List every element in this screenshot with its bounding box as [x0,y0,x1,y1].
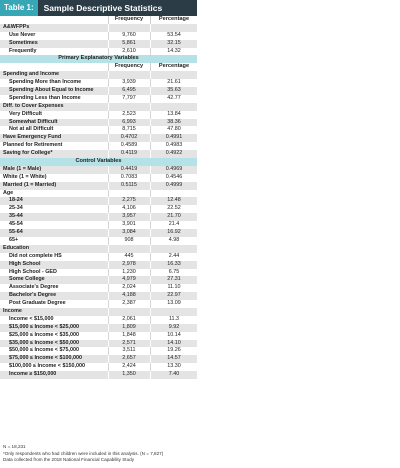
table-row [0,292,197,300]
row-label: Married (1 = Married) [3,181,57,188]
row-label: 45-54 [9,221,23,228]
table-row [0,213,197,221]
percentage-cell: 16.33 [167,260,181,267]
table-row [0,347,197,355]
row-label: 18-24 [9,197,23,204]
row-label: $50,000 ≤ Income < $75,000 [9,347,79,354]
row-label: Planned for Retirement [3,142,63,149]
percentage-cell: 42.77 [167,94,181,101]
frequency-cell: 4,106 [122,205,136,212]
table-row [0,332,197,340]
table-title-bar [0,0,197,16]
table-row [0,316,197,324]
table-row [0,40,197,48]
percentage-cell: 4.98 [168,236,180,243]
frequency-cell: 2,387 [122,300,136,307]
frequency-cell: 1,848 [122,331,136,338]
frequency-cell: 2,978 [122,260,136,267]
percentage-cell: 2.44 [168,252,180,259]
column-divider [108,71,109,79]
column-divider [108,24,109,32]
percentage-column-header: Percentage [158,16,190,22]
percentage-cell: 14.57 [167,355,181,362]
frequency-cell: 0.4119 [120,150,138,157]
descriptive-statistics-table [0,16,197,379]
frequency-cell: 3,511 [122,347,136,354]
row-label: Frequently [9,47,37,54]
row-label: Male (1 = Male) [3,165,42,172]
frequency-column-header: Frequency [114,16,144,22]
percentage-cell: 21.61 [167,79,181,86]
percentage-cell: 13.30 [167,363,181,370]
percentage-cell: 21.4 [168,221,180,228]
category-row [0,166,197,174]
percentage-cell: 22.52 [167,205,181,212]
frequency-cell: 6,993 [122,118,136,125]
row-label: White (1 = White) [3,173,47,180]
table-row [0,221,197,229]
category-row [0,308,197,316]
note-source: Data collected from the 2018 National Financial Capability Study [3,457,134,463]
percentage-cell: 10.14 [167,331,181,338]
row-label: High School [9,260,41,267]
frequency-cell: 0.7083 [120,173,138,180]
category-row [0,103,197,111]
category-row [0,24,197,32]
frequency-cell: 2,275 [122,197,136,204]
frequency-cell: 2,610 [122,47,136,54]
category-row [0,174,197,182]
row-label: Education [3,244,30,251]
row-label: 35-44 [9,213,23,220]
table-row [0,32,197,40]
section-header-row [0,55,197,63]
column-header-row [0,63,197,71]
row-label: 25-34 [9,205,23,212]
row-label: Did not complete HS [9,252,62,259]
percentage-cell: 0.4983 [165,142,183,149]
table-row [0,269,197,277]
category-row [0,190,197,198]
column-divider [150,190,151,198]
percentage-cell: 35.63 [167,87,181,94]
row-label: Spending About Equal to Income [9,87,94,94]
frequency-cell: 3,901 [122,221,136,228]
percentage-cell: 16.92 [167,229,181,236]
frequency-cell: 6,495 [122,87,136,94]
row-label: $100,000 ≤ Income < $150,000 [9,363,85,370]
category-row [0,182,197,190]
section-header-row [0,158,197,166]
row-label: Spending and Income [3,71,60,78]
table-row [0,126,197,134]
percentage-cell: 32.15 [167,39,181,46]
row-label: $15,000 ≤ Income < $25,000 [9,323,79,330]
frequency-cell: 7,797 [122,94,136,101]
frequency-cell: 0.4589 [120,142,138,149]
table-title: Sample Descriptive Statistics [43,3,163,13]
frequency-cell: 0.4419 [120,165,138,172]
percentage-column-header: Percentage [158,63,190,70]
column-divider [150,308,151,316]
table-row [0,355,197,363]
column-divider [108,103,109,111]
percentage-cell: 14.32 [167,47,181,54]
percentage-cell: 27.31 [167,276,181,283]
percentage-cell: 11.10 [167,284,181,291]
section-header-label: Control Variables [75,158,122,165]
table-row [0,95,197,103]
table-row [0,340,197,348]
table-row [0,324,197,332]
row-label: $35,000 ≤ Income < $50,000 [9,339,79,346]
frequency-column-header: Frequency [114,63,144,70]
frequency-cell: 0.5115 [120,181,138,188]
row-label: Post Graduate Degree [9,300,66,307]
frequency-cell: 3,084 [122,229,136,236]
row-label: Some College [9,276,45,283]
row-label: Income < $15,000 [9,315,54,322]
category-row [0,142,197,150]
column-divider [108,190,109,198]
row-label: High School - GED [9,268,57,275]
row-label: Bachelor's Degree [9,292,57,299]
note-sample-size: N = 18,231 [3,444,26,449]
frequency-cell: 3,939 [122,79,136,86]
row-label: Sometimes [9,39,38,46]
table-number-badge: Table 1: [0,0,38,16]
percentage-cell: 19.26 [167,347,181,354]
percentage-cell: 38.36 [167,118,181,125]
row-label: Associate's Degree [9,284,59,291]
frequency-cell: 9,760 [122,31,136,38]
row-label: Have Emergency Fund [3,134,62,141]
percentage-cell: 9.92 [168,323,180,330]
frequency-cell: 2,024 [122,284,136,291]
frequency-cell: 3,957 [122,213,136,220]
percentage-cell: 13.84 [167,110,181,117]
percentage-cell: 53.54 [167,31,181,38]
percentage-cell: 21.70 [167,213,181,220]
percentage-cell: 7.40 [168,371,180,378]
row-label: Spending More than Income [9,79,82,86]
table-row [0,371,197,379]
column-divider [108,245,109,253]
column-divider [150,245,151,253]
row-label: Use Never [9,31,36,38]
frequency-cell: 1,350 [122,371,136,378]
frequency-cell: 2,657 [122,355,136,362]
table-row [0,300,197,308]
column-header-row [0,16,197,24]
column-divider [150,71,151,79]
percentage-cell: 11.3 [168,315,180,322]
table-row [0,253,197,261]
percentage-cell: 0.4546 [165,173,183,180]
percentage-cell: 12.48 [167,197,181,204]
frequency-cell: 4,979 [122,276,136,283]
row-label: Income [3,307,22,314]
frequency-cell: 2,523 [122,110,136,117]
row-label: Spending Less than Income [9,94,81,101]
section-header-label: Primary Explanatory Variables [58,55,139,62]
percentage-cell: 0.4922 [165,150,183,157]
table-row [0,87,197,95]
table-row [0,363,197,371]
category-row [0,71,197,79]
category-row [0,245,197,253]
frequency-cell: 2,571 [122,339,136,346]
column-divider [108,308,109,316]
frequency-cell: 2,061 [122,315,136,322]
frequency-cell: 1,230 [122,268,136,275]
frequency-cell: 4,188 [122,292,136,299]
percentage-cell: 14.10 [167,339,181,346]
column-divider [150,24,151,32]
percentage-cell: 0.4991 [165,134,183,141]
table-row [0,205,197,213]
category-row [0,150,197,158]
table-row [0,79,197,87]
percentage-cell: 0.4999 [165,181,183,188]
table-notes [3,444,203,464]
row-label: Saving for College* [3,150,53,157]
row-label: Very Difficult [9,110,42,117]
percentage-cell: 47.80 [167,126,181,133]
table-row [0,284,197,292]
row-label: $75,000 ≤ Income < $100,000 [9,355,82,362]
table-row [0,276,197,284]
percentage-cell: 6.75 [168,268,180,275]
percentage-cell: 22.97 [167,292,181,299]
row-label: $25,000 ≤ Income < $35,000 [9,331,79,338]
frequency-cell: 445 [124,252,134,259]
table-row [0,111,197,119]
frequency-cell: 5,861 [122,39,136,46]
frequency-cell: 1,809 [122,323,136,330]
table-row [0,197,197,205]
row-label: Somewhat Difficult [9,118,58,125]
row-label: Diff. to Cover Expenses [3,102,64,109]
percentage-cell: 13.09 [167,300,181,307]
row-label: 65+ [9,236,19,243]
frequency-cell: 2,424 [122,363,136,370]
row-label: Age [3,189,14,196]
table-row [0,119,197,127]
category-row [0,134,197,142]
table-row [0,261,197,269]
note-children: *Only respondents who had children were included in this analysis. (N = 7,827) [3,450,164,456]
row-label: Not at all Difficult [9,126,54,133]
frequency-cell: 8,715 [122,126,136,133]
table-row [0,237,197,245]
row-label: 55-64 [9,229,23,236]
percentage-cell: 0.4969 [165,165,183,172]
row-label: A&WFPPs [3,23,30,30]
frequency-cell: 908 [124,236,134,243]
table-row [0,48,197,56]
table-row [0,229,197,237]
row-label: Income ≥ $150,000 [9,371,57,378]
frequency-cell: 0.4702 [120,134,138,141]
column-divider [150,103,151,111]
